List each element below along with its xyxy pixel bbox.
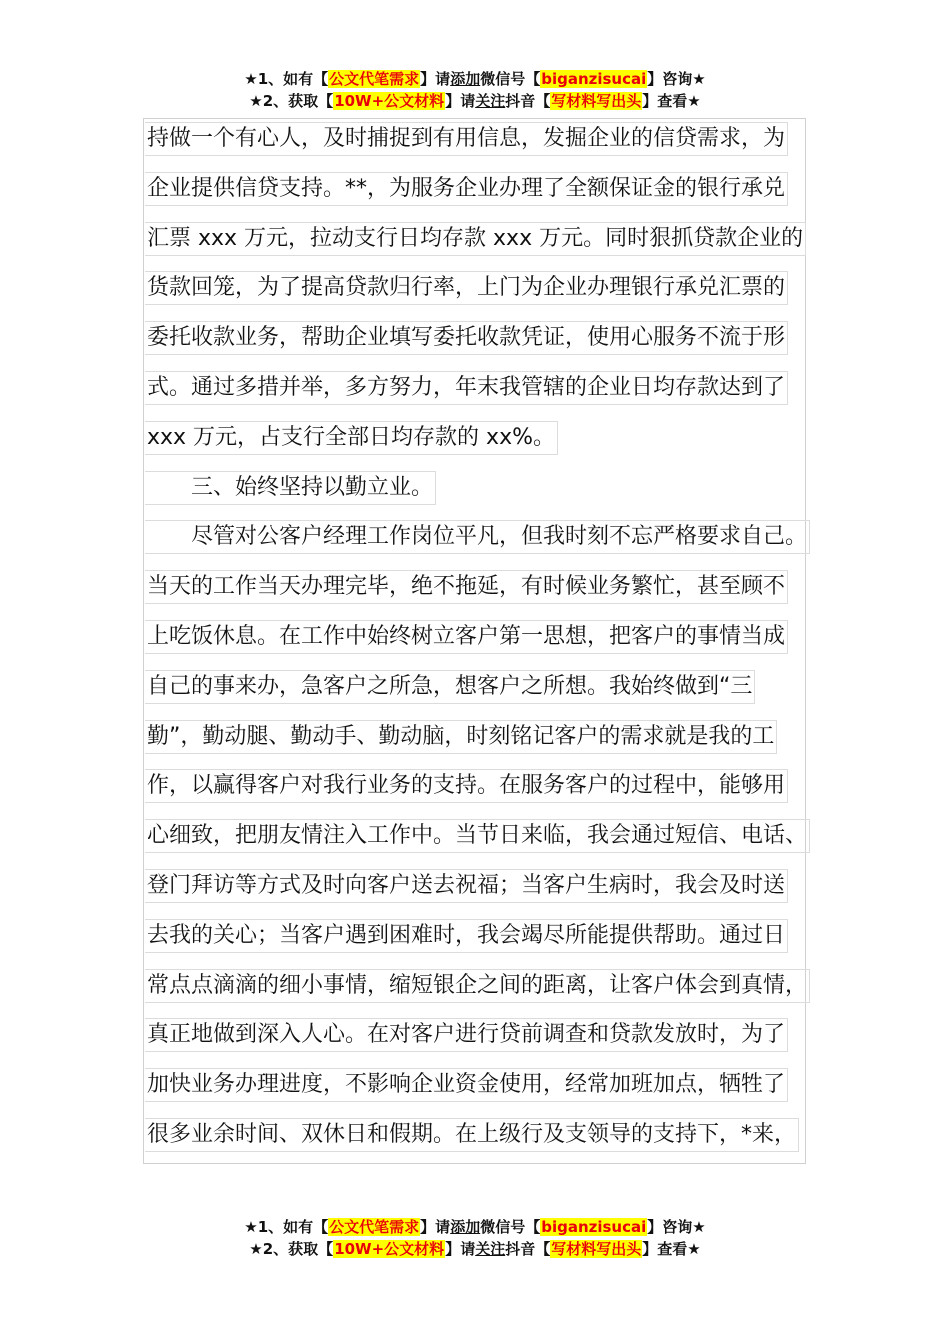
header-highlight-wechat-id: biganzisucai — [541, 70, 647, 88]
text-line — [145, 421, 835, 471]
text-line — [145, 371, 835, 421]
header-underline-follow: 关注 — [475, 92, 506, 110]
header-highlight-ghostwriting: 公文代笔需求 — [329, 70, 420, 88]
header-line-1 — [0, 68, 950, 90]
text-line-content: 勤”，勤动腿、勤动手、勤动脑，时刻铭记客户的需求就是我的工 — [145, 720, 777, 754]
text-line-content: xxx 万元，占支行全部日均存款的 xx%。 — [145, 421, 558, 455]
text-line — [145, 819, 835, 869]
header-highlight-materials: 10W+公文材料 — [334, 92, 445, 110]
text-line — [145, 570, 835, 620]
text-line — [145, 1018, 835, 1068]
text-line-content: 去我的关心；当客户遇到困难时，我会竭尽所能提供帮助。通过日 — [145, 919, 788, 953]
text-line — [145, 271, 835, 321]
header-line-1-text-a: 】请 — [420, 70, 451, 88]
header-line-2-prefix: ★2、获取【 — [249, 92, 334, 110]
text-line — [145, 321, 835, 371]
text-line — [145, 1118, 835, 1168]
text-line — [145, 1068, 835, 1118]
footer-line-1-suffix: 】咨询★ — [647, 1218, 706, 1236]
footer-highlight-ghostwriting: 公文代笔需求 — [329, 1218, 420, 1236]
header-line-1-text-b: 微信号【 — [480, 70, 541, 88]
text-line — [145, 620, 835, 670]
footer-highlight-materials: 10W+公文材料 — [334, 1240, 445, 1258]
footer-line-1-text-b: 微信号【 — [480, 1218, 541, 1236]
text-line-content: 常点点滴滴的细小事情，缩短银企之间的距离，让客户体会到真情， — [145, 969, 810, 1003]
text-line — [145, 222, 835, 272]
footer-line-1 — [0, 1216, 950, 1238]
document-body — [145, 122, 835, 1168]
header-banner — [0, 68, 950, 112]
text-line-content: 加快业务办理进度，不影响企业资金使用，经常加班加点，牺牲了 — [145, 1068, 788, 1102]
footer-underline-follow: 关注 — [475, 1240, 506, 1258]
footer-banner — [0, 1216, 950, 1260]
text-line — [145, 670, 835, 720]
footer-highlight-wechat-id: biganzisucai — [541, 1218, 647, 1236]
text-line — [145, 919, 835, 969]
footer-line-1-text-a: 】请 — [420, 1218, 451, 1236]
header-line-1-suffix: 】咨询★ — [647, 70, 706, 88]
section-heading — [145, 471, 835, 521]
text-line — [145, 969, 835, 1019]
footer-highlight-douyin: 写材料写出头 — [551, 1240, 642, 1258]
text-line-content: 真正地做到深入人心。在对客户进行贷前调查和贷款发放时，为了 — [145, 1018, 788, 1052]
footer-line-2-text-b: 抖音【 — [505, 1240, 551, 1258]
section-heading-text: 三、始终坚持以勤立业。 — [145, 471, 436, 505]
text-line-content: 式。通过多措并举，多方努力，年末我管辖的企业日均存款达到了 — [145, 371, 788, 405]
text-line-content: 很多业余时间、双休日和假期。在上级行及支领导的支持下，*来， — [145, 1118, 799, 1152]
header-highlight-douyin: 写材料写出头 — [551, 92, 642, 110]
text-line-content: 持做一个有心人，及时捕捉到有用信息，发掘企业的信贷需求，为 — [145, 122, 788, 156]
text-line-content: 尽管对公客户经理工作岗位平凡，但我时刻不忘严格要求自己。 — [145, 520, 810, 554]
text-line-content: 汇票 xxx 万元，拉动支行日均存款 xxx 万元。同时狠抓贷款企业的 — [145, 222, 806, 256]
text-line-content: 企业提供信贷支持。**，为服务企业办理了全额保证金的银行承兑 — [145, 172, 788, 206]
header-line-2-text-b: 抖音【 — [505, 92, 551, 110]
header-line-2-text-a: 】请 — [445, 92, 476, 110]
text-line-content: 当天的工作当天办理完毕，绝不拖延，有时候业务繁忙，甚至顾不 — [145, 570, 788, 604]
text-line-content: 上吃饭休息。在工作中始终树立客户第一思想，把客户的事情当成 — [145, 620, 788, 654]
header-underline-add: 添加 — [450, 70, 481, 88]
footer-line-2-suffix: 】查看★ — [642, 1240, 701, 1258]
text-line-content: 货款回笼，为了提高贷款归行率，上门为企业办理银行承兑汇票的 — [145, 271, 788, 305]
text-line-content: 委托收款业务，帮助企业填写委托收款凭证，使用心服务不流于形 — [145, 321, 788, 355]
header-line-2 — [0, 90, 950, 112]
footer-line-1-prefix: ★1、如有【 — [244, 1218, 329, 1236]
text-line — [145, 720, 835, 770]
text-line-content: 自己的事来办，急客户之所急，想客户之所想。我始终做到“三 — [145, 670, 755, 704]
text-line — [145, 869, 835, 919]
footer-line-2 — [0, 1238, 950, 1260]
text-line — [145, 172, 835, 222]
text-line — [145, 769, 835, 819]
footer-line-2-prefix: ★2、获取【 — [249, 1240, 334, 1258]
text-line-content: 心细致，把朋友情注入工作中。当节日来临，我会通过短信、电话、 — [145, 819, 810, 853]
text-line — [145, 122, 835, 172]
header-line-2-suffix: 】查看★ — [642, 92, 701, 110]
text-line — [145, 520, 835, 570]
header-line-1-prefix: ★1、如有【 — [244, 70, 329, 88]
text-line-content: 作，以赢得客户对我行业务的支持。在服务客户的过程中，能够用 — [145, 769, 788, 803]
footer-underline-add: 添加 — [450, 1218, 481, 1236]
footer-line-2-text-a: 】请 — [445, 1240, 476, 1258]
text-line-content: 登门拜访等方式及时向客户送去祝福；当客户生病时，我会及时送 — [145, 869, 788, 903]
